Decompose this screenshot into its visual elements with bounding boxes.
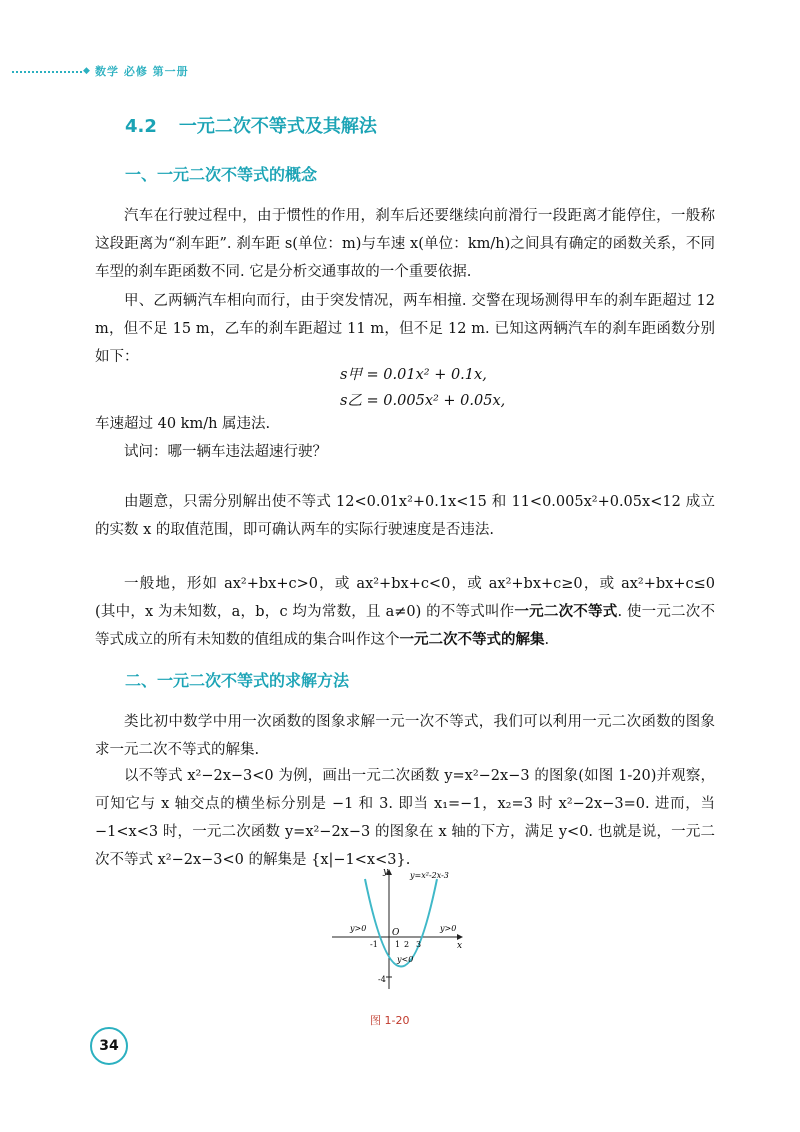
paragraph-6-part-a: 一般地，形如 ax²+bx+c>0，或 ax²+bx+c<0，或 ax²+bx+c≥0，或 ax²+bx+c≤0 (其中，x 为未知数，a，b，c 均为常数，且 a≠0) 的不等式叫作	[95, 576, 715, 620]
paragraph-8: 以不等式 x²−2x−3<0 为例，画出一元二次函数 y=x²−2x−3 的图象(如图 1-20)并观察，可知它与 x 轴交点的横坐标分别是 −1 和 3. 即当 x₁=−1，x₂=3 时 x²−2x−3=0. 进而，当 −1<x<3 时，一元二次函数 y=x²−2x−3 的图象在 x 轴的下方，满足 y<0. 也就是说，一元二次不等式 x²−2x−3<0 的解集是 {x|−1<x<3}.	[95, 768, 715, 868]
tick-label-2: 2	[404, 940, 410, 949]
curve-label: y=x²-2x-3	[410, 871, 449, 880]
paragraph-4: 试问：哪一辆车违法超速行驶？	[124, 444, 327, 460]
tick-label-neg4: -4	[378, 975, 386, 984]
paragraph-3: 车速超过 40 km/h 属违法.	[95, 416, 271, 432]
term-solution-set: 一元二次不等式的解集	[399, 631, 545, 648]
tick-label-1: 1	[395, 940, 401, 949]
paragraph-6-part-b: . 使一元二次不等式成立的所有未知数的值组成的集合叫作这个	[95, 604, 715, 648]
paragraph-2: 甲、乙两辆汽车相向而行，由于突发情况，两车相撞. 交警在现场测得甲车的刹车距超过 12 m，但不足 15 m，乙车的刹车距超过 11 m，但不足 12 m. 已知这两辆汽车的刹车距函数分别如下：	[95, 293, 715, 365]
subsection-title-1: 一、一元二次不等式的概念	[125, 165, 318, 184]
parabola-figure	[320, 864, 470, 994]
running-title: 数学 必修 第一册	[95, 65, 189, 78]
header-dot: ◆	[83, 66, 90, 76]
figure-caption: 图 1-20	[370, 1014, 410, 1027]
paragraph-1: 汽车在行驶过程中，由于惯性的作用，刹车后还要继续向前滑行一段距离才能停住，一般称这段距离为“刹车距”. 刹车距 s(单位：m)与车速 x(单位：km/h)之间具有确定的函数关系，不同车型的刹车距函数不同. 它是分析交通事故的一个重要依据.	[95, 208, 715, 280]
origin-label: O	[392, 928, 400, 938]
formula-yi: s乙 = 0.005x² + 0.05x,	[340, 393, 506, 409]
label-y-negative: y<0	[397, 955, 414, 964]
formula-jia: s甲 = 0.01x² + 0.1x,	[340, 367, 487, 383]
section-number: 4.2	[125, 116, 157, 137]
parabola-curve	[365, 879, 437, 967]
paragraph-5: 由题意，只需分别解出使不等式 12<0.01x²+0.1x<15 和 11<0.005x²+0.05x<12 成立的实数 x 的取值范围，即可确认两车的实际行驶速度是否违法.	[95, 494, 715, 538]
paragraph-7: 类比初中数学中用一次函数的图象求解一元一次不等式，我们可以利用一元二次函数的图象求一元二次不等式的解集.	[95, 714, 715, 758]
label-y-positive-right: y>0	[440, 924, 457, 933]
x-axis-label: x	[457, 941, 463, 951]
section-title	[125, 112, 377, 138]
running-header	[0, 62, 300, 82]
term-inequality: 一元二次不等式	[514, 603, 618, 620]
header-rule	[12, 71, 82, 73]
paragraph-6	[95, 570, 715, 654]
y-axis-label: y	[383, 867, 389, 877]
label-y-positive-left: y>0	[350, 924, 367, 933]
subsection-title-2: 二、一元二次不等式的求解方法	[125, 671, 350, 690]
paragraph-6-part-c: .	[544, 632, 550, 648]
tick-label-neg1: -1	[370, 940, 378, 949]
section-title-text: 一元二次不等式及其解法	[178, 116, 377, 137]
tick-label-3: 3	[416, 940, 422, 949]
page-number: 34	[90, 1027, 128, 1065]
